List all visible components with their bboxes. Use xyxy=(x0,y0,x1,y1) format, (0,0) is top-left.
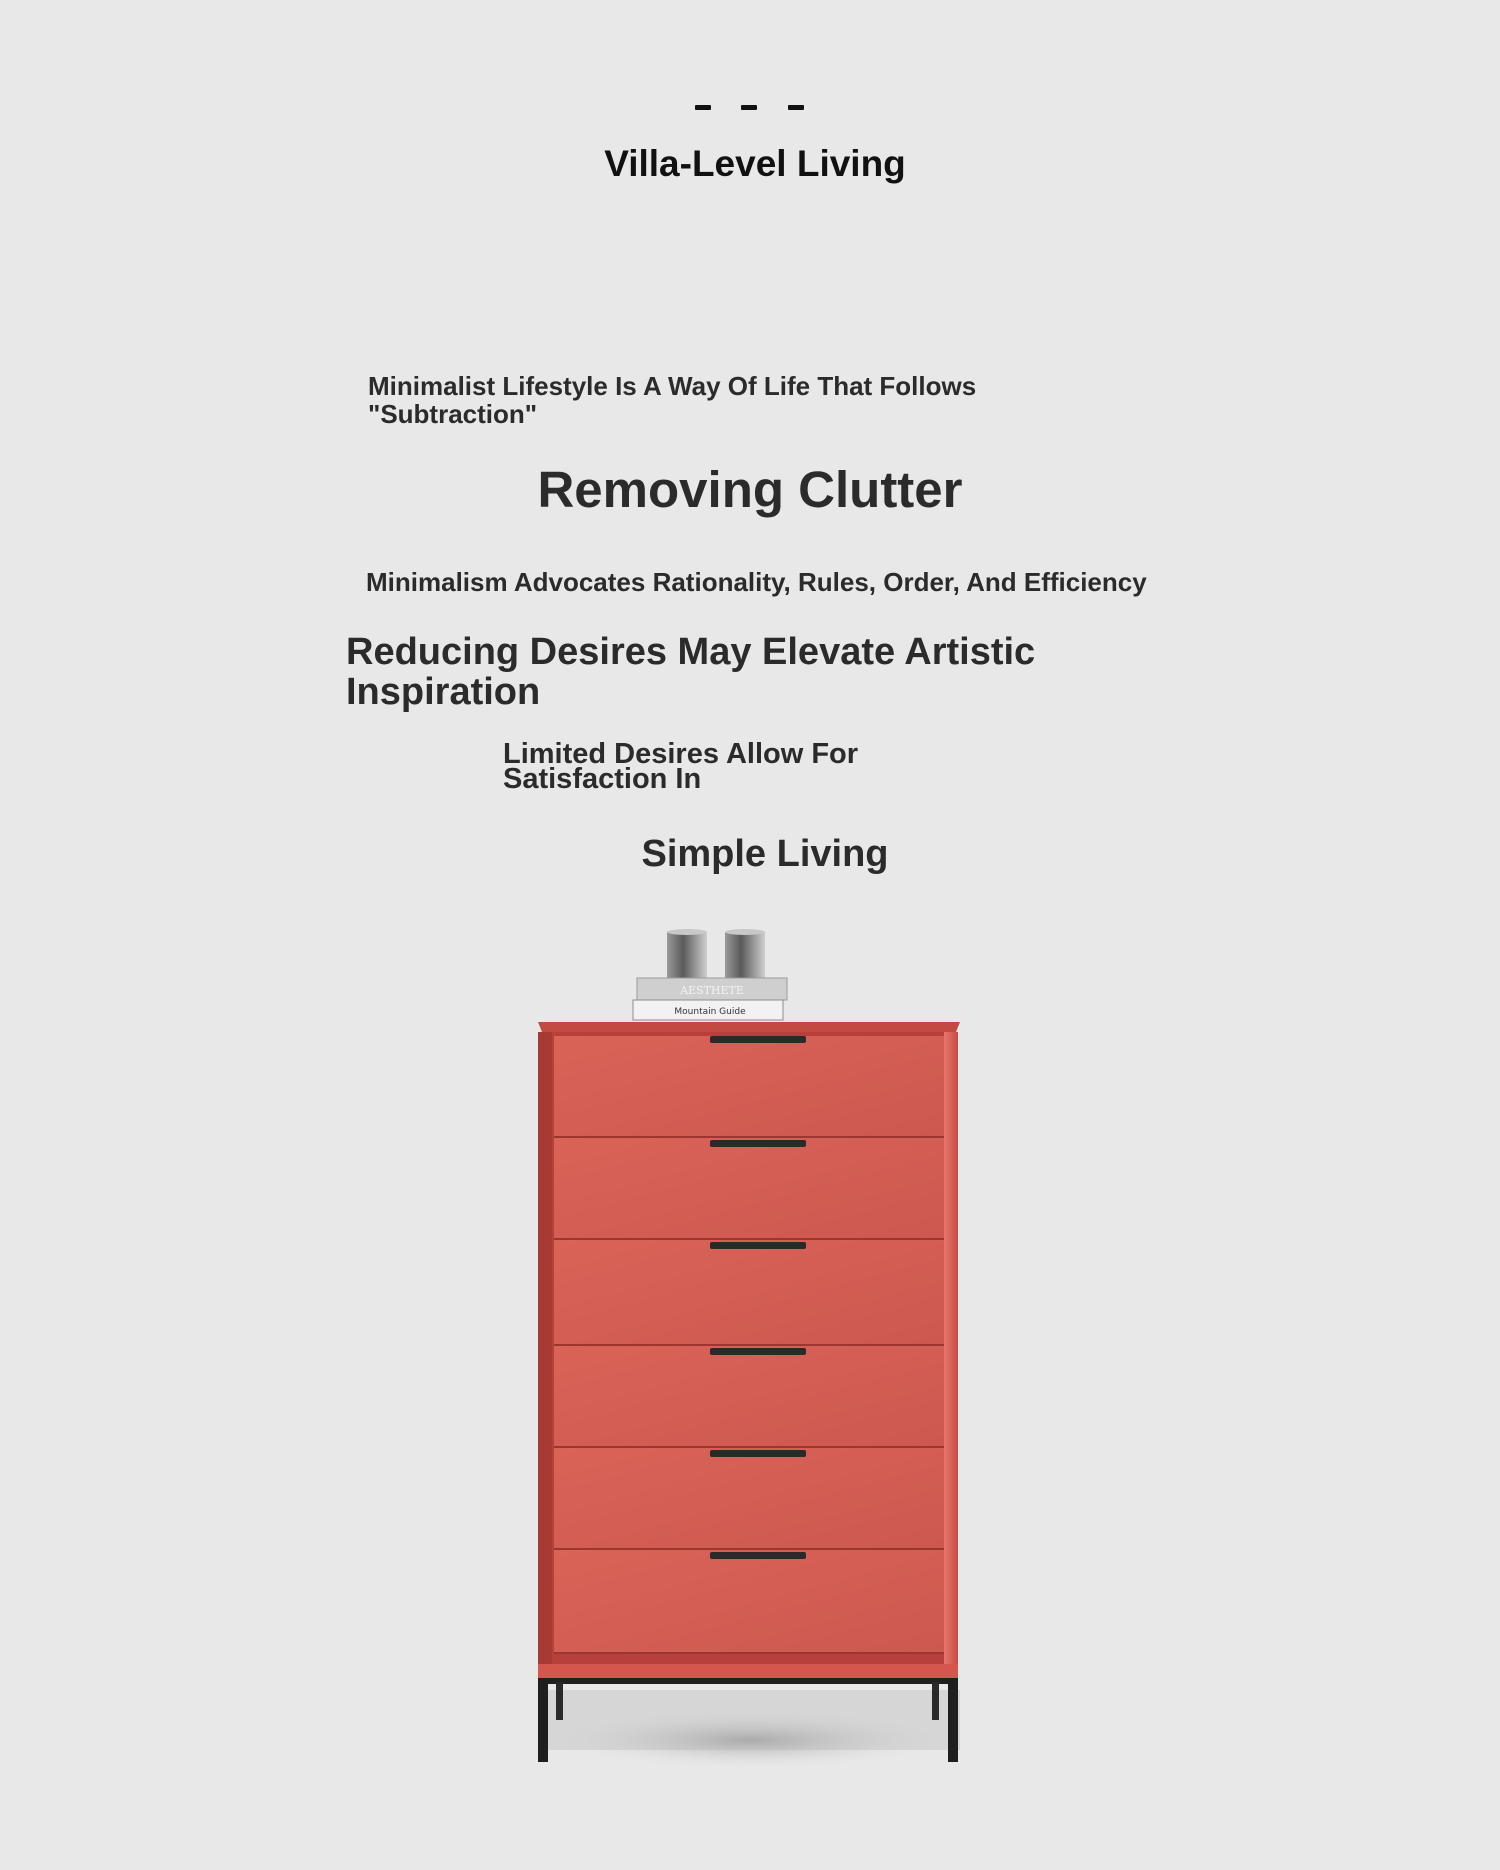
drawer-2 xyxy=(554,1138,944,1240)
page-title: Villa-Level Living xyxy=(604,143,906,184)
drawer-1 xyxy=(554,1036,944,1138)
drawer-3 xyxy=(554,1240,944,1346)
drawer-5 xyxy=(554,1448,944,1550)
simple-living-heading: Simple Living xyxy=(641,833,889,875)
drawer-4 xyxy=(554,1346,944,1448)
removing-clutter-heading: Removing Clutter xyxy=(537,461,963,518)
book-bottom-text: Mountain Guide xyxy=(674,1007,746,1017)
decor-dash-1 xyxy=(695,105,711,110)
decor-dash-2 xyxy=(741,105,757,110)
limited-desires-text: Limited Desires Allow For Satisfaction In xyxy=(503,738,859,795)
book-top-text: AESTHETE xyxy=(680,984,744,997)
chest-of-drawers-image xyxy=(520,920,980,1780)
drawer-6 xyxy=(554,1550,944,1654)
subtraction-text: Minimalist Lifestyle Is A Way Of Life That Follows "Subtraction" xyxy=(368,371,977,429)
decor-dash-3 xyxy=(788,105,804,110)
reducing-desires-heading: Reducing Desires May Elevate Artistic Inspiration xyxy=(346,631,1036,713)
rationality-text: Minimalism Advocates Rationality, Rules, Order, And Efficiency xyxy=(366,567,1147,597)
